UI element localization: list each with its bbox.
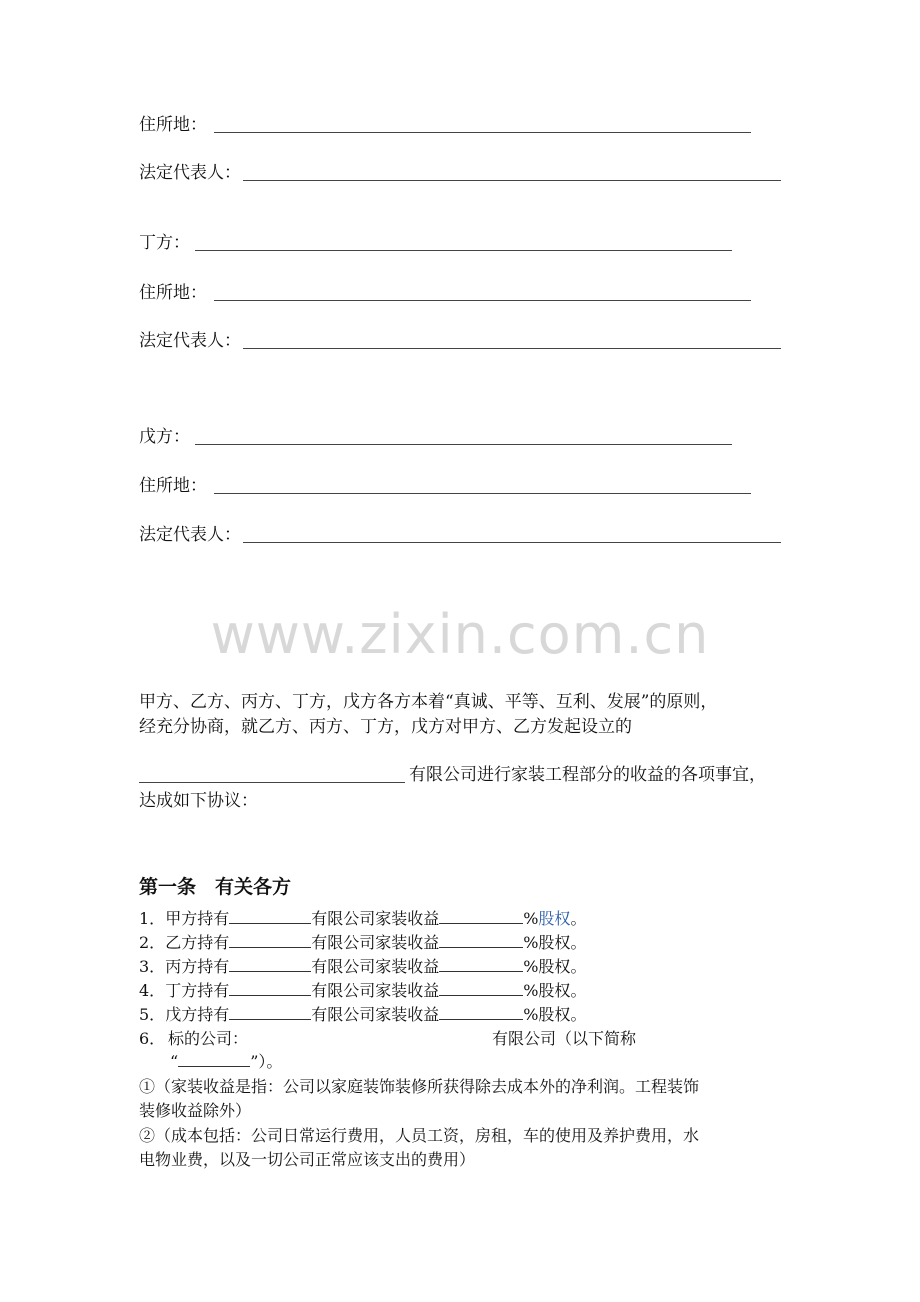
quote-close: ”）。 (250, 1052, 283, 1071)
item-party: 戊方持有 (165, 1005, 230, 1024)
party-ding-label: 丁方： (139, 233, 190, 253)
intro-line-2: 经充分协商，就乙方、丙方、丁方，戊方对甲方、乙方发起设立的 (139, 717, 632, 737)
target-company-num: 6． (139, 1029, 166, 1048)
party-ding-blank[interactable] (195, 250, 732, 251)
item-mid: 有限公司家装收益 (311, 1005, 440, 1024)
abbr-blank[interactable] (178, 1050, 250, 1067)
note-1-line-2: 装修收益除外） (139, 1101, 252, 1120)
item-end: 。 (570, 933, 587, 952)
item-party: 丙方持有 (165, 957, 230, 976)
note-2-line-1: ②（成本包括：公司日常运行费用，人员工资，房租，车的使用及养护费用，水 (139, 1126, 700, 1145)
equity-label: 股权 (538, 933, 571, 952)
item-mid: 有限公司家装收益 (311, 933, 440, 952)
quote-open: “ (170, 1052, 179, 1071)
article-1-title: 第一条 有关各方 (139, 876, 292, 898)
item-end: 。 (570, 909, 587, 928)
equity-label: 股权 (538, 1005, 571, 1024)
percent-blank[interactable] (439, 1003, 523, 1020)
item-mid: 有限公司家装收益 (311, 981, 440, 1000)
company-blank[interactable] (229, 1003, 311, 1020)
list-item (139, 1003, 586, 1027)
legal-rep-blank-2[interactable] (243, 348, 781, 349)
list-item (139, 979, 586, 1003)
item-mid: 有限公司家装收益 (311, 909, 440, 928)
address-label-1: 住所地： (139, 115, 207, 135)
list-item (139, 931, 586, 955)
percent-blank[interactable] (439, 907, 523, 924)
percent-blank[interactable] (439, 955, 523, 972)
target-company-label: 标的公司： (168, 1029, 249, 1048)
item-number: 5． (139, 1005, 166, 1024)
percent-sign: % (523, 933, 539, 952)
note-1-line-1: ①（家装收益是指：公司以家庭装饰装修所获得除去成本外的净利润。工程装饰 (139, 1077, 700, 1096)
percent-sign: % (523, 957, 539, 976)
percent-sign: % (523, 1005, 539, 1024)
item-number: 2． (139, 933, 166, 952)
watermark: www.zixin.com.cn (210, 603, 710, 666)
item-party: 乙方持有 (165, 933, 230, 952)
item-mid: 有限公司家装收益 (311, 957, 440, 976)
address-blank-3[interactable] (214, 493, 751, 494)
percent-sign: % (523, 981, 539, 1000)
item-party: 甲方持有 (165, 909, 230, 928)
holder-list (139, 907, 586, 1027)
list-item (139, 907, 586, 931)
legal-rep-label-2: 法定代表人： (139, 331, 241, 351)
item-number: 3． (139, 957, 166, 976)
note-2-line-2: 电物业费，以及一切公司正常应该支出的费用） (139, 1150, 476, 1169)
address-blank-2[interactable] (214, 300, 751, 301)
item-end: 。 (570, 1005, 587, 1024)
company-name-blank[interactable] (139, 782, 405, 783)
legal-rep-label-1: 法定代表人： (139, 163, 241, 183)
address-label-3: 住所地： (139, 476, 207, 496)
item-end: 。 (570, 957, 587, 976)
company-blank[interactable] (229, 955, 311, 972)
address-blank-1[interactable] (214, 132, 751, 133)
target-company-suffix: 有限公司（以下简称 (492, 1029, 637, 1048)
intro-line-3: 有限公司进行家装工程部分的收益的各项事宜， (409, 765, 766, 785)
party-wu-blank[interactable] (195, 444, 732, 445)
party-wu-label: 戊方： (139, 427, 190, 447)
company-blank[interactable] (229, 931, 311, 948)
percent-sign: % (523, 909, 539, 928)
item-party: 丁方持有 (165, 981, 230, 1000)
company-blank[interactable] (229, 907, 311, 924)
equity-label: 股权 (538, 957, 571, 976)
address-label-2: 住所地： (139, 283, 207, 303)
percent-blank[interactable] (439, 979, 523, 996)
intro-line-1: 甲方、乙方、丙方、丁方，戊方各方本着“真诚、平等、互利、发展”的原则， (139, 692, 718, 712)
legal-rep-blank-1[interactable] (243, 180, 781, 181)
item-end: 。 (570, 981, 587, 1000)
item-number: 1． (139, 909, 166, 928)
legal-rep-label-3: 法定代表人： (139, 525, 241, 545)
intro-line-4: 达成如下协议： (139, 791, 258, 811)
percent-blank[interactable] (439, 931, 523, 948)
target-abbr (170, 1050, 282, 1074)
company-blank[interactable] (229, 979, 311, 996)
item-number: 4． (139, 981, 166, 1000)
equity-link[interactable]: 股权 (538, 909, 571, 928)
equity-label: 股权 (538, 981, 571, 1000)
list-item (139, 955, 586, 979)
legal-rep-blank-3[interactable] (243, 542, 781, 543)
